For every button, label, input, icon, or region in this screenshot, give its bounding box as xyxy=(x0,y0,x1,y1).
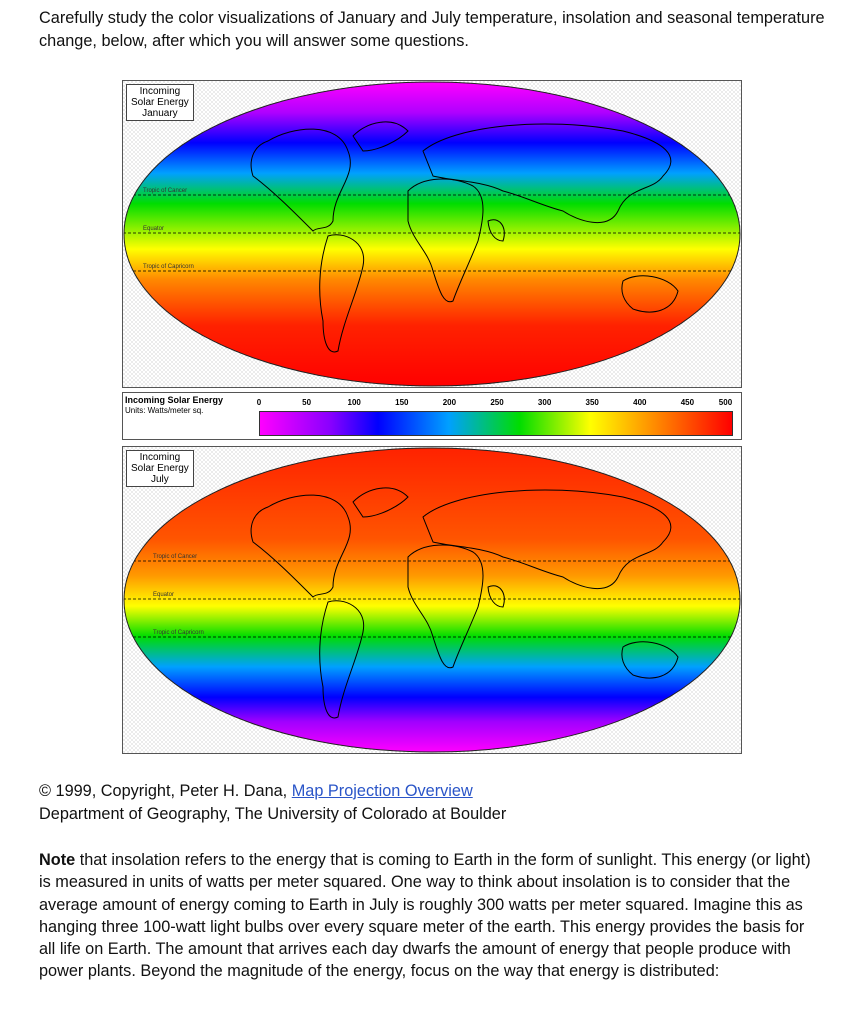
tick-label: 200 xyxy=(442,398,457,407)
copyright-credit xyxy=(39,780,506,826)
legend-gradient-bar xyxy=(259,411,733,436)
tropic-of-cancer-label: Tropic of Cancer xyxy=(153,554,198,560)
tick-label: 150 xyxy=(395,398,409,407)
equator-label: Equator xyxy=(143,226,165,232)
earth-ellipse xyxy=(124,82,740,386)
note-lead: Note xyxy=(39,851,76,869)
legend-units: Units: Watts/meter sq. xyxy=(125,406,204,415)
map-title-label: Incoming Solar Energy January xyxy=(126,84,194,121)
tick-label: 100 xyxy=(347,398,361,407)
legend-title: Incoming Solar Energy xyxy=(125,395,224,405)
note-paragraph xyxy=(39,849,819,983)
tropic-of-cancer-label: Tropic of Cancer xyxy=(143,188,188,194)
note-body: that insolation refers to the energy that is coming to Earth in the form of sunlight. This energy (or light) is measured in units of watts per meter squared. One way to think about insolation is to consider that the average amount of energy coming to Earth in July is roughly 300 watts per meter squared. Imagine this as hanging three 100-watt light bulbs over every square meter of the earth. This energy provides the basis for all life on Earth. The amount that arrives each day dwarfs the amount of energy that people produce with power plants. Beyond the magnitude of the energy, focus on the way that energy is distributed: xyxy=(39,851,811,981)
color-scale-legend xyxy=(122,392,742,440)
map-title-label: Incoming Solar Energy July xyxy=(126,450,194,487)
january-insolation-map xyxy=(122,80,742,388)
tropic-of-capricorn-label: Tropic of Capricorn xyxy=(153,630,204,636)
tick-label: 250 xyxy=(490,398,504,407)
intro-text: Carefully study the color visualizations of January and July temperature, insolation and seasonal temperature change, below, after which you will answer some questions. xyxy=(39,9,825,50)
tropic-of-capricorn-label: Tropic of Capricorn xyxy=(143,264,194,270)
earth-ellipse xyxy=(124,448,740,752)
tick-label: 400 xyxy=(633,398,647,407)
tick-label: 0 xyxy=(256,398,262,407)
map-projection-overview-link[interactable]: Map Projection Overview xyxy=(291,782,473,800)
tick-label: 300 xyxy=(537,398,552,407)
tick-label: 500 xyxy=(718,398,733,407)
tick-label: 450 xyxy=(680,398,695,407)
legend-ticks xyxy=(256,398,735,408)
equator-label: Equator xyxy=(153,592,175,598)
credit-prefix: © 1999, Copyright, Peter H. Dana, xyxy=(39,782,292,800)
department-line: Department of Geography, The University of Colorado at Boulder xyxy=(39,805,507,823)
tick-label: 350 xyxy=(585,398,599,407)
tick-label: 50 xyxy=(302,398,312,407)
july-insolation-map xyxy=(122,446,742,754)
